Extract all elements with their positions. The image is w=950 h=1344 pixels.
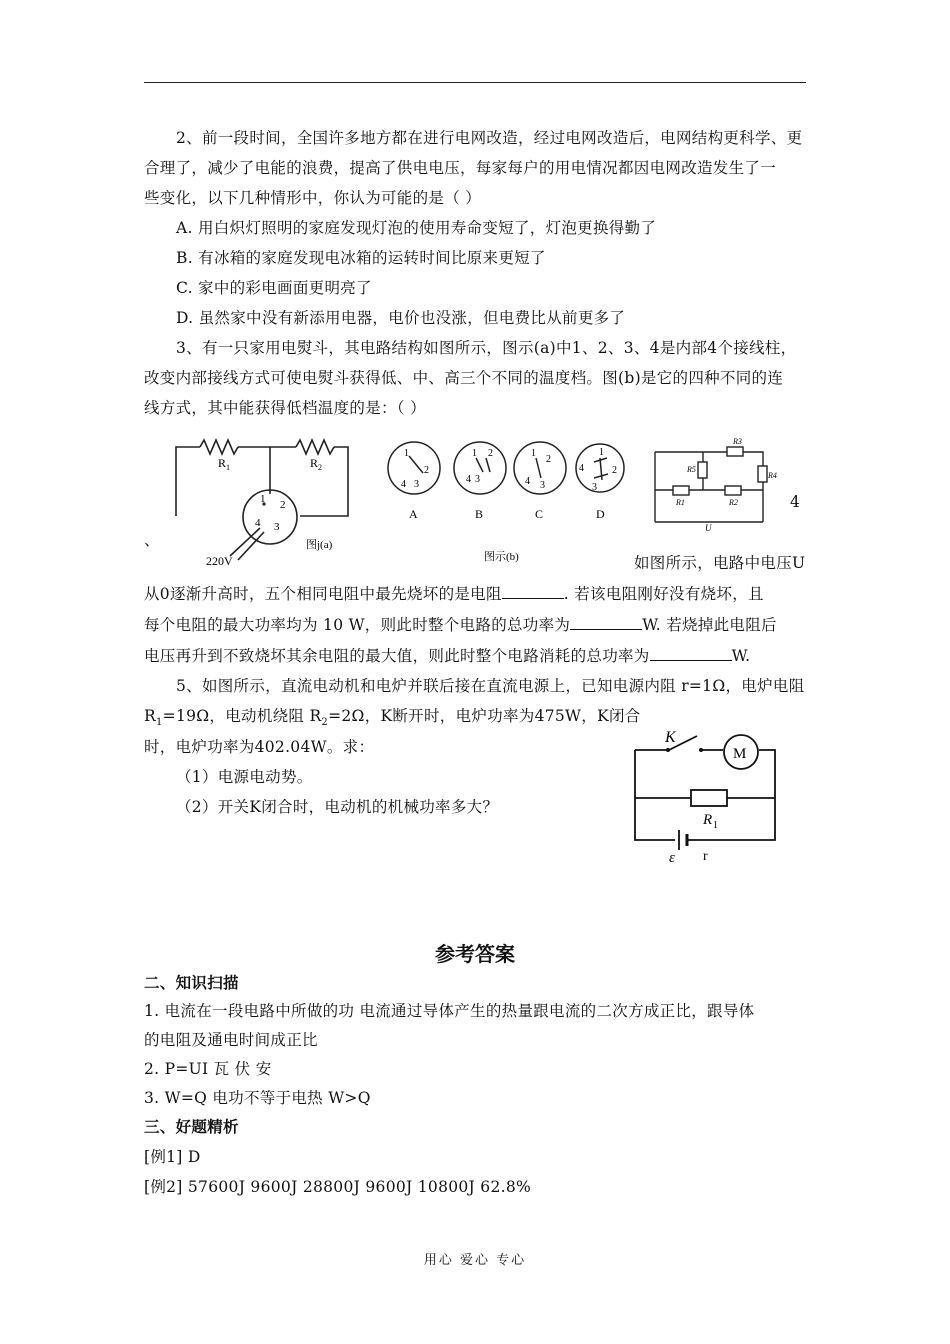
fig-5-k-label: K <box>665 729 676 746</box>
figure-b-connections <box>380 436 625 566</box>
q4-line-3 <box>144 614 777 635</box>
fig-4-r2: R2 <box>729 498 738 507</box>
fig-b-label-b: B <box>475 507 484 521</box>
q3-line-1: 3、有一只家用电熨斗，其电路结构如图所示，图示(a)中1、2、3、4是内部4个接线柱， <box>176 339 797 357</box>
answer-blank-1[interactable] <box>502 583 564 599</box>
fig-b-a-2: 2 <box>424 465 429 476</box>
answers-title: 参考答案 <box>435 942 515 966</box>
fig-b-label-a: A <box>409 507 418 521</box>
fig-b-d-4: 4 <box>579 463 584 474</box>
q4-line-2b: . 若该电阻刚好没有烧坏，且 <box>563 585 764 603</box>
page-footer: 用心 爱心 专心 <box>423 1253 527 1268</box>
q4-line-4a: 电压再升到不致烧坏其余电阻的最大值，则此时整个电路消耗的总功率为 <box>144 647 650 665</box>
fig-b-c-1: 1 <box>531 448 536 459</box>
q2-option-b: B. 有冰箱的家庭发现电冰箱的运转时间比原来更短了 <box>176 249 546 267</box>
fig-b-c-3: 3 <box>540 480 545 491</box>
fig-a-r2-label: R <box>310 456 319 470</box>
q5-line-2c: =2Ω，K断开时，电炉功率为475W，K闭合 <box>328 707 641 725</box>
q4-line-4 <box>144 645 750 666</box>
q4-number: 4 <box>790 493 801 511</box>
fig-b-d-1: 1 <box>599 447 604 458</box>
q2-line-3: 些变化，以下几种情形中，你认为可能的是（ ） <box>144 189 482 207</box>
section-knowledge-scan: 二、知识扫描 <box>144 974 239 992</box>
q5-line-1: 5、如图所示，直流电动机和电炉并联后接在直流电源上，已知电源内阻 r=1Ω，电炉电阻 <box>176 677 805 695</box>
fig-b-d-3: 3 <box>592 482 597 493</box>
fig-b-a-3: 3 <box>414 479 419 490</box>
q4-line-4b: W. <box>731 647 751 665</box>
q4-line-2 <box>144 583 764 604</box>
q5-line-2 <box>144 706 641 733</box>
fig-b-d-2: 2 <box>612 465 617 476</box>
fig-a-r1-label: R <box>218 456 227 470</box>
fig-b-a-1: 1 <box>404 448 409 459</box>
q5-r2-sub: 2 <box>321 717 329 729</box>
fig-a-r1-sub: 1 <box>226 463 230 472</box>
answer-blank-2[interactable] <box>570 614 642 630</box>
figure-q5-circuit <box>625 722 785 872</box>
fig-b-c-2: 2 <box>546 454 551 465</box>
q2-option-d: D. 虽然家中没有新添用电器，电价也没涨，但电费比从前更多了 <box>176 309 626 327</box>
q3-line-2: 改变内部接线方式可使电熨斗获得低、中、高三个不同的温度档。图(b)是它的四种不同的连 <box>144 369 784 387</box>
fig-4-r3: R3 <box>733 437 742 446</box>
fig-5-motor-label: M <box>733 746 747 762</box>
figure-a-circuit <box>160 428 370 570</box>
fig-b-b-2: 2 <box>488 448 493 459</box>
answer-2: 2. P=UI 瓦 伏 安 <box>144 1060 272 1078</box>
example-1-answer: [例1] D <box>144 1148 201 1166</box>
q5-sub-2: （2）开关K闭合时，电动机的机械功率多大？ <box>176 798 499 816</box>
q2-option-a: A. 用白炽灯照明的家庭发现灯泡的使用寿命变短了，灯泡更换得勤了 <box>176 219 657 237</box>
fig-a-terminal-1: 1 <box>260 493 266 505</box>
q4-line-3b: W. 若烧掉此电阻后 <box>642 616 777 634</box>
fig-4-u: U <box>705 523 712 533</box>
fig-a-caption: 图j(a) <box>306 539 333 551</box>
fig-b-c-4: 4 <box>525 476 530 487</box>
fig-a-terminal-4: 4 <box>255 517 261 529</box>
figure-q4-network <box>645 432 775 534</box>
fig-b-label-c: C <box>535 507 544 521</box>
header-rule <box>144 82 806 83</box>
answer-1-line-2: 的电阻及通电时间成正比 <box>144 1031 318 1049</box>
fig-5-r1-sub: 1 <box>713 820 718 831</box>
answer-1-line-1: 1. 电流在一段电路中所做的功 电流通过导体产生的热量跟电流的二次方成正比，跟导体 <box>144 1002 755 1020</box>
q3-line-3: 线方式，其中能获得低档温度的是：（ ） <box>144 399 426 417</box>
example-2-answer: [例2] 57600J 9600J 28800J 9600J 10800J 62.8% <box>144 1178 532 1196</box>
section-good-problems: 三、好题精析 <box>144 1118 239 1136</box>
q5-sub-1: （1）电源电动势。 <box>176 768 313 786</box>
fig-4-r1: R1 <box>676 498 685 507</box>
fig-b-a-4: 4 <box>401 479 406 490</box>
fig-a-voltage: 220V <box>206 554 233 568</box>
fig-4-r4: R4 <box>768 471 777 480</box>
fig-b-label-d: D <box>596 507 605 521</box>
q4-leading-mark: 、 <box>144 531 160 549</box>
fig-5-emf-label: ε <box>669 850 675 866</box>
switch-contact-right <box>699 748 703 752</box>
q4-line-3a: 每个电阻的最大功率均为 10 W，则此时整个电路的总功率为 <box>144 616 571 634</box>
fig-a-terminal-3: 3 <box>274 521 280 533</box>
fig-b-caption: 图示(b) <box>484 551 519 563</box>
q5-r1-sub: 1 <box>155 717 163 729</box>
fig-a-r2-sub: 2 <box>318 463 322 472</box>
fig-a-terminal-2: 2 <box>280 499 286 511</box>
fig-b-b-1: 1 <box>472 448 477 459</box>
answer-blank-3[interactable] <box>650 645 732 661</box>
switch-contact-left <box>666 748 670 752</box>
fig-5-r-label: r <box>703 849 708 864</box>
q2-line-1: 2、前一段时间，全国许多地方都在进行电网改造，经过电网改造后，电网结构更科学、更 <box>176 129 803 147</box>
q5-line-3: 时，电炉功率为402.04W。求： <box>144 738 375 756</box>
q4-line-2a: 从0逐渐升高时，五个相同电阻中最先烧坏的是电阻 <box>144 585 502 603</box>
q4-line-1: 如图所示，电路中电压U <box>634 554 806 572</box>
q2-line-2: 合理了，减少了电能的浪费，提高了供电电压，每家每户的用电情况都因电网改造发生了一 <box>144 159 777 177</box>
answer-3: 3. W=Q 电功不等于电热 W>Q <box>144 1089 371 1107</box>
q5-line-2b: =19Ω，电动机绕阻 R <box>162 707 322 725</box>
q2-option-c: C. 家中的彩电画面更明亮了 <box>176 279 372 297</box>
fig-b-b-4: 4 <box>466 474 471 485</box>
fig-5-r1-label: R <box>703 812 713 828</box>
q5-r1: R <box>144 707 156 725</box>
fig-4-r5: R5 <box>687 465 696 474</box>
fig-b-b-3: 3 <box>475 474 480 485</box>
